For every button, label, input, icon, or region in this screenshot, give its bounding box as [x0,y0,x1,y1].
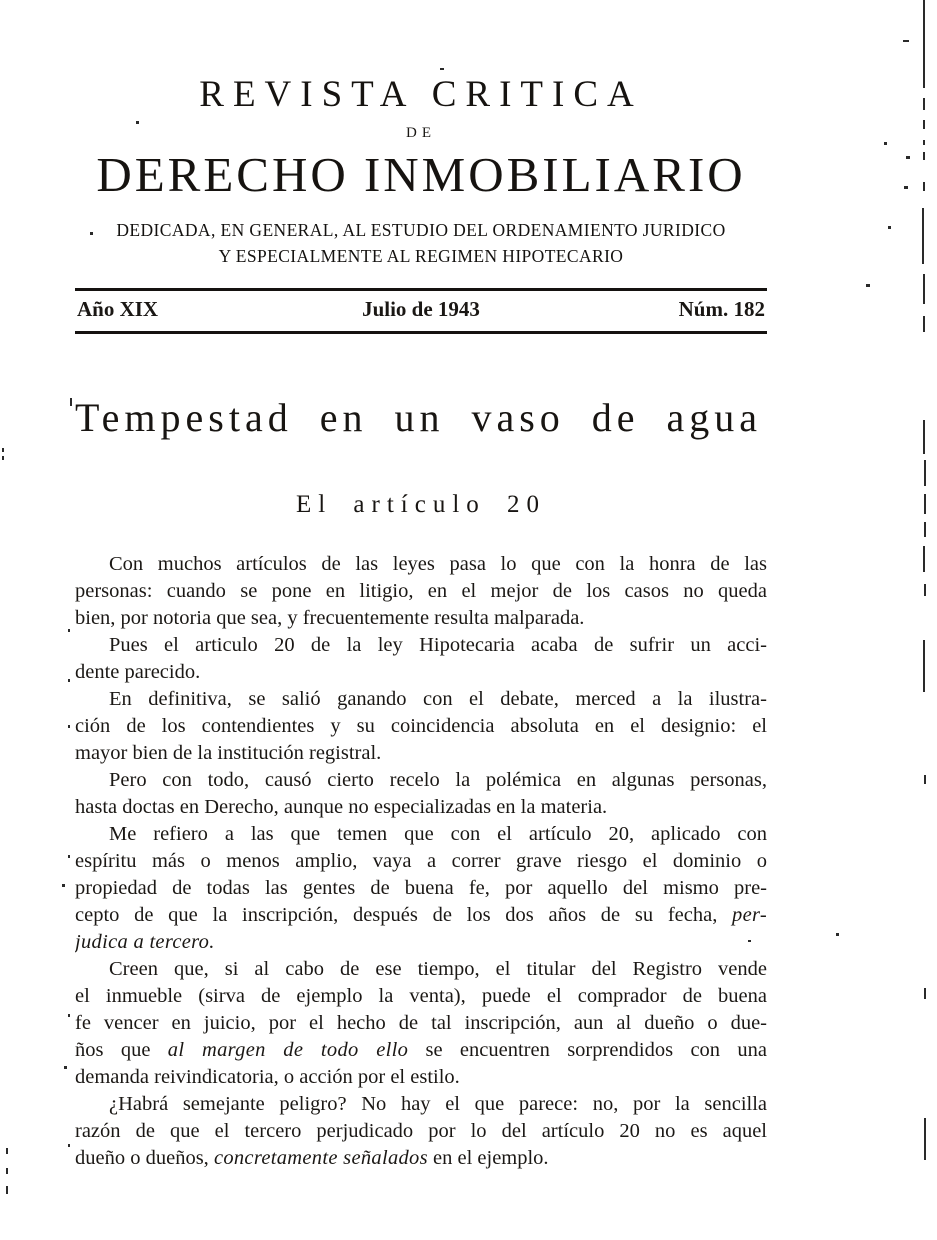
text-line: ción de los contendientes y su coincidencia absoluta en el designio: el [75,715,767,737]
article-title: Tempestad en un vaso de agua [75,395,763,440]
scan-speck [64,1066,67,1069]
scan-speck [68,629,70,632]
article-body [75,551,767,1172]
text-line: razón de que el tercero perjudicado por lo del artículo 20 no es aquel [75,1120,767,1142]
text-line: dente parecido. [75,661,201,683]
scan-speck [923,0,925,88]
text-line: En definitiva, se salió ganando con el debate, merced a la ilustra- [109,688,767,710]
scan-speck [924,522,926,537]
paragraph [75,1091,767,1172]
text-line: judica a tercero. [75,931,215,953]
text-line: cepto de que la inscripción, después de los dos años de su fecha, per- [75,904,767,926]
scan-speck [923,120,925,129]
scan-speck [866,284,870,287]
scan-speck [748,940,751,942]
paragraph [75,632,767,686]
masthead [75,0,767,334]
text-line: Pero con todo, causó cierto recelo la polémica en algunas personas, [109,769,767,791]
scan-speck [888,226,891,229]
scan-speck [6,1148,8,1154]
scan-speck [923,316,925,332]
dedication-line-2: Y ESPECIALMENTE AL REGIMEN HIPOTECARIO [218,246,624,266]
scan-speck [2,456,4,460]
issue-date: Julio de 1943 [362,297,480,321]
journal-title-line2: DERECHO INMOBILIARIO [96,147,746,202]
scan-speck [90,232,93,235]
text-line: fe vencer en juicio, por el hecho de tal inscripción, aun al dueño o due- [75,1012,767,1034]
scan-speck [923,640,925,692]
text-line: propiedad de todas las gentes de buena fe, por aquello del mismo pre- [75,877,767,899]
text-line: el inmueble (sirva de ejemplo la venta), puede el comprador de buena [75,985,767,1007]
text-line: Con muchos artículos de las leyes pasa lo que con la honra de las [109,553,767,575]
scan-speck [923,152,925,160]
text-column [75,0,767,1172]
text-line: espíritu más o menos amplio, vaya a correr grave riesgo el dominio o [75,850,767,872]
scan-speck [924,1118,926,1160]
scan-speck [924,775,926,784]
scan-speck [136,121,139,124]
scan-speck [6,1186,8,1194]
scan-speck [924,494,926,514]
paragraph [75,686,767,767]
text-line: Me refiero a las que temen que con el artículo 20, aplicado con [109,823,767,845]
text-line: Pues el articulo 20 de la ley Hipotecaria acaba de sufrir un acci- [109,634,767,656]
article [75,396,767,1172]
scan-speck [62,884,65,887]
scan-speck [6,1168,8,1174]
scan-speck [923,546,925,572]
text-line: dueño o dueños, concretamente señalados en el ejemplo. [75,1147,549,1169]
text-line: hasta doctas en Derecho, aunque no especializadas en la materia. [75,796,608,818]
issue-year: Año XIX [77,297,159,321]
scan-speck [923,274,925,304]
issue-number: Núm. 182 [678,297,765,321]
dedication-line-1: DEDICADA, EN GENERAL, AL ESTUDIO DEL ORDENAMIENTO JURIDICO [116,220,726,240]
journal-title-line1: REVISTA CRITICA [199,74,643,115]
scan-speck [440,68,444,70]
scan-speck [923,140,925,145]
scan-speck [904,186,908,189]
scan-speck [922,208,924,264]
text-line: ños que al margen de todo ello se encuentren sorprendidos con una [75,1039,767,1061]
text-line: mayor bien de la institución registral. [75,742,382,764]
scan-speck [924,988,926,999]
scan-speck [70,398,72,406]
text-line: Creen que, si al cabo de ese tiempo, el titular del Registro vende [109,958,767,980]
text-line: demanda reivindicatoria, o acción por el estilo. [75,1066,460,1088]
text-line: ¿Habrá semejante peligro? No hay el que parece: no, por la sencilla [109,1093,767,1115]
journal-dedication [75,217,767,269]
paragraph [75,821,767,956]
text-line: bien, por notoria que sea, y frecuentemente resulta malparada. [75,607,585,629]
scan-speck [836,933,839,936]
paragraph [75,956,767,1091]
scan-speck [906,156,910,159]
paragraph [75,767,767,821]
scan-speck [68,1014,70,1017]
scan-speck [68,725,70,728]
paragraph [75,551,767,632]
scan-speck [924,584,926,596]
scan-speck [68,1144,70,1147]
scan-speck [903,40,909,42]
scan-speck [924,460,926,486]
scan-speck [68,679,70,682]
journal-title-connector: DE [406,125,436,141]
scan-speck [884,142,887,145]
issue-info-bar [75,288,767,334]
scan-speck [68,855,70,858]
scan-speck [2,448,4,452]
scan-speck [923,420,925,454]
text-line: personas: cuando se pone en litigio, en el mejor de los casos no queda [75,580,767,602]
scan-speck [923,98,925,110]
article-subtitle: El artículo 20 [295,491,547,518]
scan-speck [923,182,925,191]
